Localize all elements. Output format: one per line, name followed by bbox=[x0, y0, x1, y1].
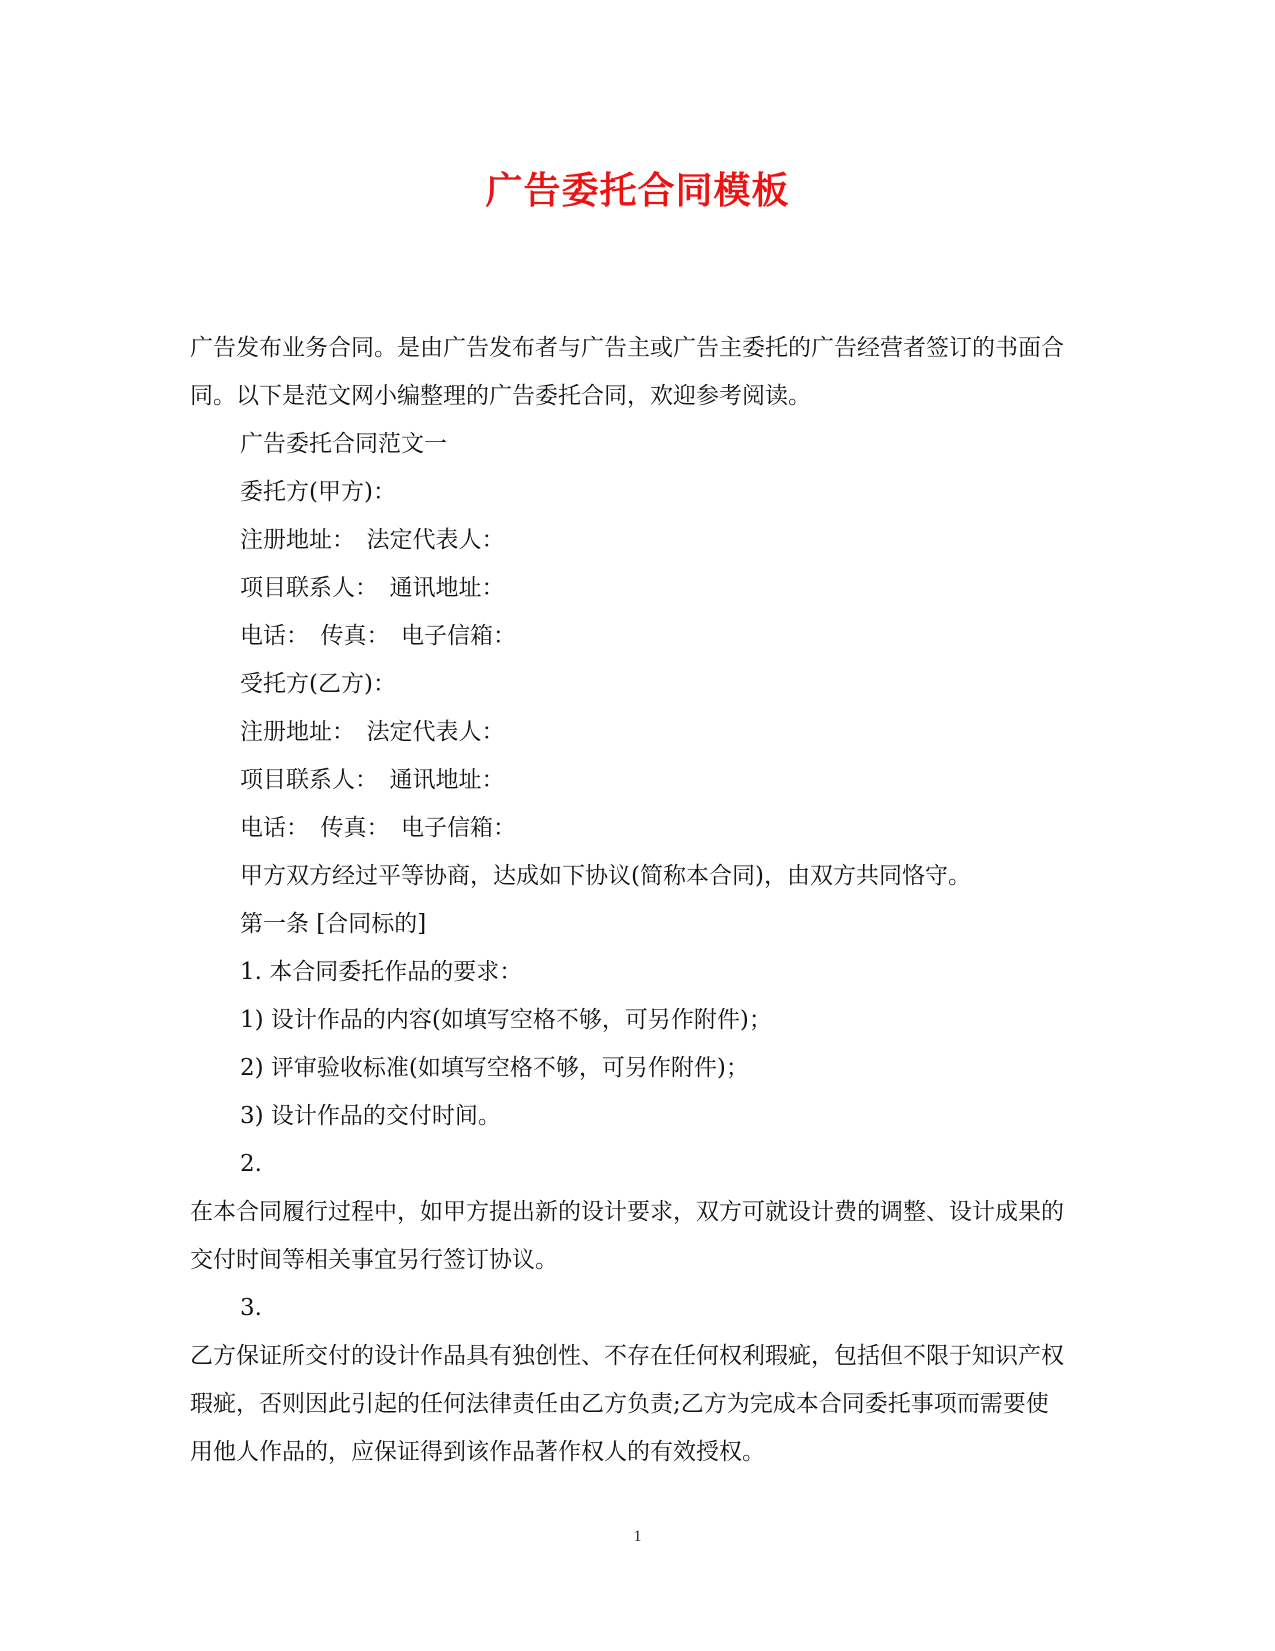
paragraph-party-a-phone: 电话： 传真： 电子信箱： bbox=[240, 623, 516, 649]
paragraph-article-one: 第一条 [合同标的] bbox=[240, 911, 427, 937]
paragraph-party-b-phone: 电话： 传真： 电子信箱： bbox=[240, 815, 516, 841]
paragraph-item-3-text: 乙方保证所交付的设计作品具有独创性、不存在任何权利瑕疵，包括但不限于知识产权瑕疵，否则因此引起的任何法律责任由乙方负责;乙方为完成本合同委托事项而需要使用他人作品的，应保证得到该作品著作权人的有效授权。 bbox=[190, 1343, 1064, 1465]
paragraph-party-b-contact: 项目联系人： 通讯地址： bbox=[240, 767, 505, 793]
document-title: 广告委托合同模板 bbox=[485, 168, 790, 212]
paragraph-agreement: 甲方双方经过平等协商，达成如下协议(简称本合同)，由双方共同恪守。 bbox=[240, 863, 971, 889]
paragraph-subitem-1: 1) 设计作品的内容(如填写空格不够，可另作附件)； bbox=[240, 1007, 772, 1033]
paragraph-item-3-number: 3. bbox=[240, 1295, 262, 1321]
paragraph-party-b-address: 注册地址： 法定代表人： bbox=[240, 719, 505, 745]
paragraph-party-a-address: 注册地址： 法定代表人： bbox=[240, 527, 505, 553]
document-body bbox=[190, 324, 1070, 1476]
page-number: 1 bbox=[633, 1528, 642, 1545]
paragraph-subitem-2: 2) 评审验收标准(如填写空格不够，可另作附件)； bbox=[240, 1055, 749, 1081]
paragraph-item-2-number: 2. bbox=[240, 1151, 262, 1177]
paragraph-subitem-3: 3) 设计作品的交付时间。 bbox=[240, 1103, 501, 1129]
paragraph-party-b: 受托方(乙方)： bbox=[240, 671, 396, 697]
paragraph-item-1: 1. 本合同委托作品的要求： bbox=[240, 959, 523, 985]
paragraph-intro: 广告发布业务合同。是由广告发布者与广告主或广告主委托的广告经营者签订的书面合同。以下是范文网小编整理的广告委托合同，欢迎参考阅读。 bbox=[190, 335, 1064, 409]
paragraph-party-a-contact: 项目联系人： 通讯地址： bbox=[240, 575, 505, 601]
paragraph-section-heading: 广告委托合同范文一 bbox=[240, 431, 447, 457]
paragraph-item-2-text: 在本合同履行过程中，如甲方提出新的设计要求，双方可就设计费的调整、设计成果的交付时间等相关事宜另行签订协议。 bbox=[190, 1199, 1064, 1273]
paragraph-party-a: 委托方(甲方)： bbox=[240, 479, 396, 505]
